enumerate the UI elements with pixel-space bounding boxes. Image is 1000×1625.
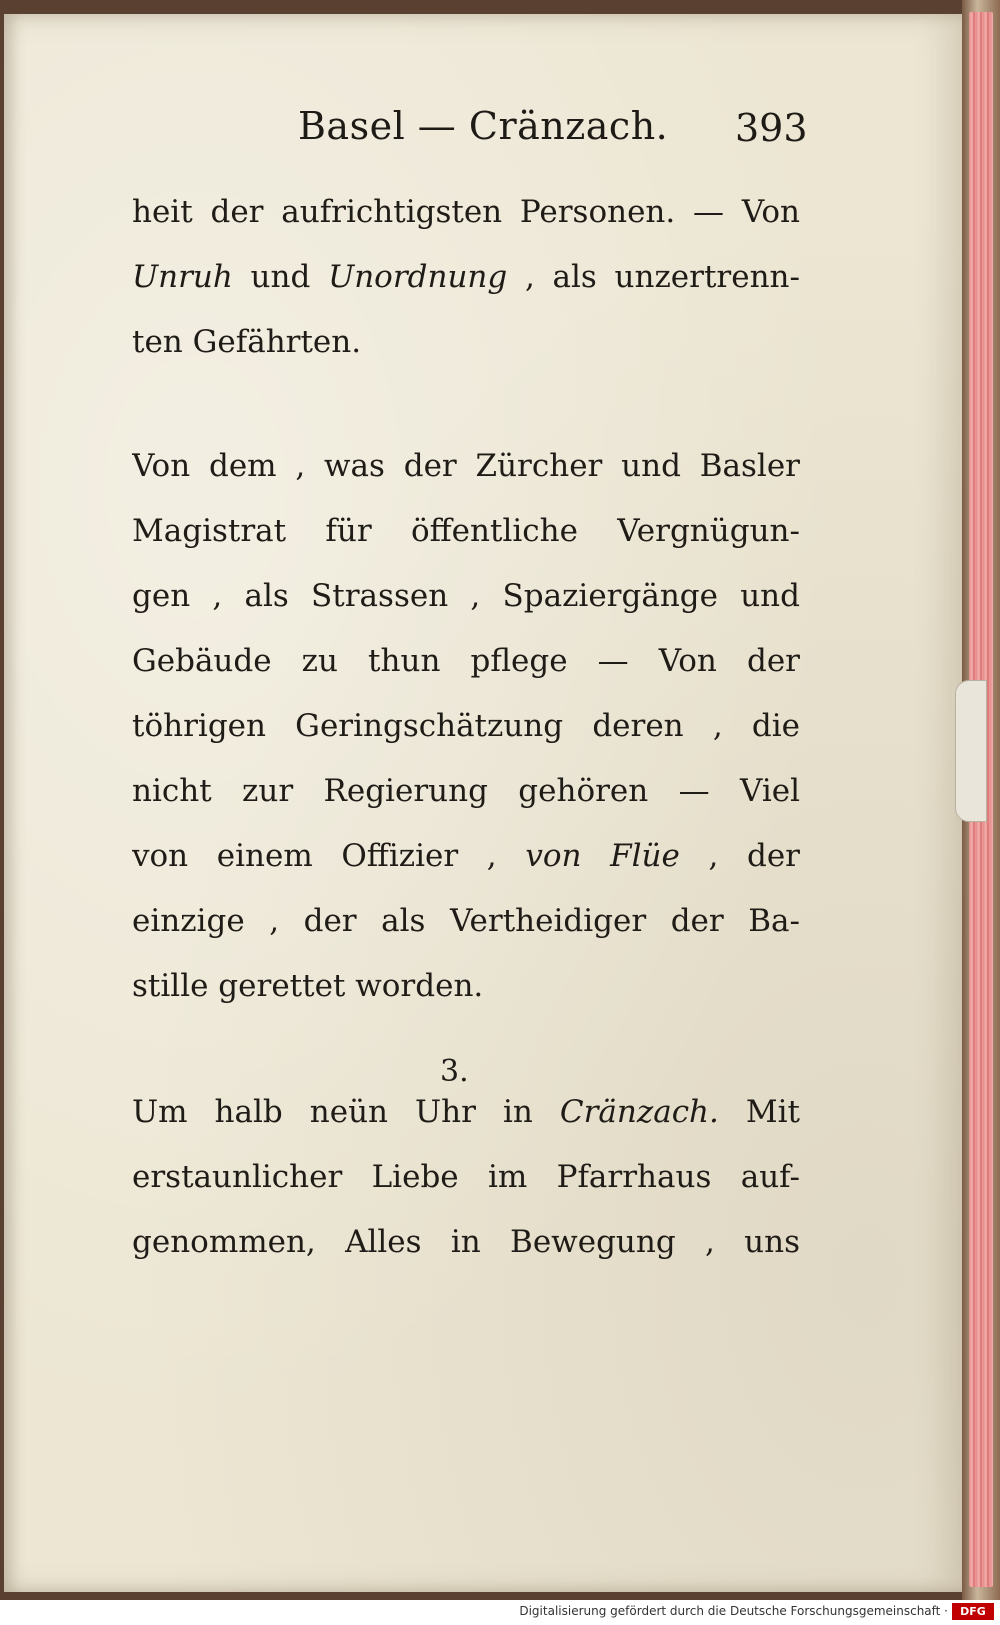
running-title: Basel — Cränzach. (298, 104, 669, 148)
text-run: Um halb neün Uhr in (132, 1094, 560, 1130)
dfg-logo: DFG (952, 1603, 994, 1620)
italic-text: Cränzach. (559, 1094, 719, 1130)
text-line (132, 1145, 800, 1210)
paragraph-3 (132, 1080, 800, 1275)
text-line (132, 889, 800, 954)
text-run: und (232, 259, 329, 295)
text-run: von einem Offizier , (132, 838, 526, 874)
text-line (132, 310, 800, 375)
text-run: nicht zur Regierung gehören — Viel (132, 773, 800, 809)
paragraph-2 (132, 434, 800, 1019)
text-line (132, 1210, 800, 1275)
italic-text: Unordnung (328, 259, 508, 295)
text-line (132, 694, 800, 759)
text-run: Mit (718, 1094, 800, 1130)
footer-credit: Digitalisierung gefördert durch die Deutsche Forschungsgemeinschaft · (519, 1604, 948, 1618)
text-run: einzige , der als Vertheidiger der Ba- (132, 903, 800, 939)
text-line (132, 824, 800, 889)
text-run: Von dem , was der Zürcher und Basler (132, 448, 800, 484)
page-tab (955, 680, 987, 822)
italic-text: von Flüe (525, 838, 680, 874)
italic-text: Unruh (132, 259, 233, 295)
text-line (132, 954, 800, 1019)
text-run: Magistrat für öffentliche Vergnügun- (132, 513, 800, 549)
text-run: genommen, Alles in Bewegung , uns (132, 1224, 800, 1260)
text-run: , als unzertrenn- (507, 259, 800, 295)
text-line (132, 1080, 800, 1145)
text-run: , der (679, 838, 800, 874)
text-line (132, 245, 800, 310)
text-line (132, 499, 800, 564)
text-line (132, 434, 800, 499)
text-run: Gebäude zu thun pflege — Von der (132, 643, 800, 679)
section-number: 3. (440, 1054, 469, 1089)
text-run: erstaunlicher Liebe im Pfarrhaus auf- (132, 1159, 800, 1195)
text-run: ten Gefährten. (132, 324, 362, 360)
text-run: gen , als Strassen , Spaziergänge und (132, 578, 800, 614)
footer-bar (0, 1600, 1000, 1625)
text-line (132, 564, 800, 629)
text-line (132, 180, 800, 245)
page-number: 393 (735, 106, 808, 150)
text-run: stille gerettet worden. (132, 968, 484, 1004)
text-run: töhrigen Geringschätzung deren , die (132, 708, 800, 744)
paragraph-1 (132, 180, 800, 375)
text-run: heit der aufrichtigsten Personen. — Von (132, 194, 800, 230)
text-line (132, 759, 800, 824)
text-line (132, 629, 800, 694)
